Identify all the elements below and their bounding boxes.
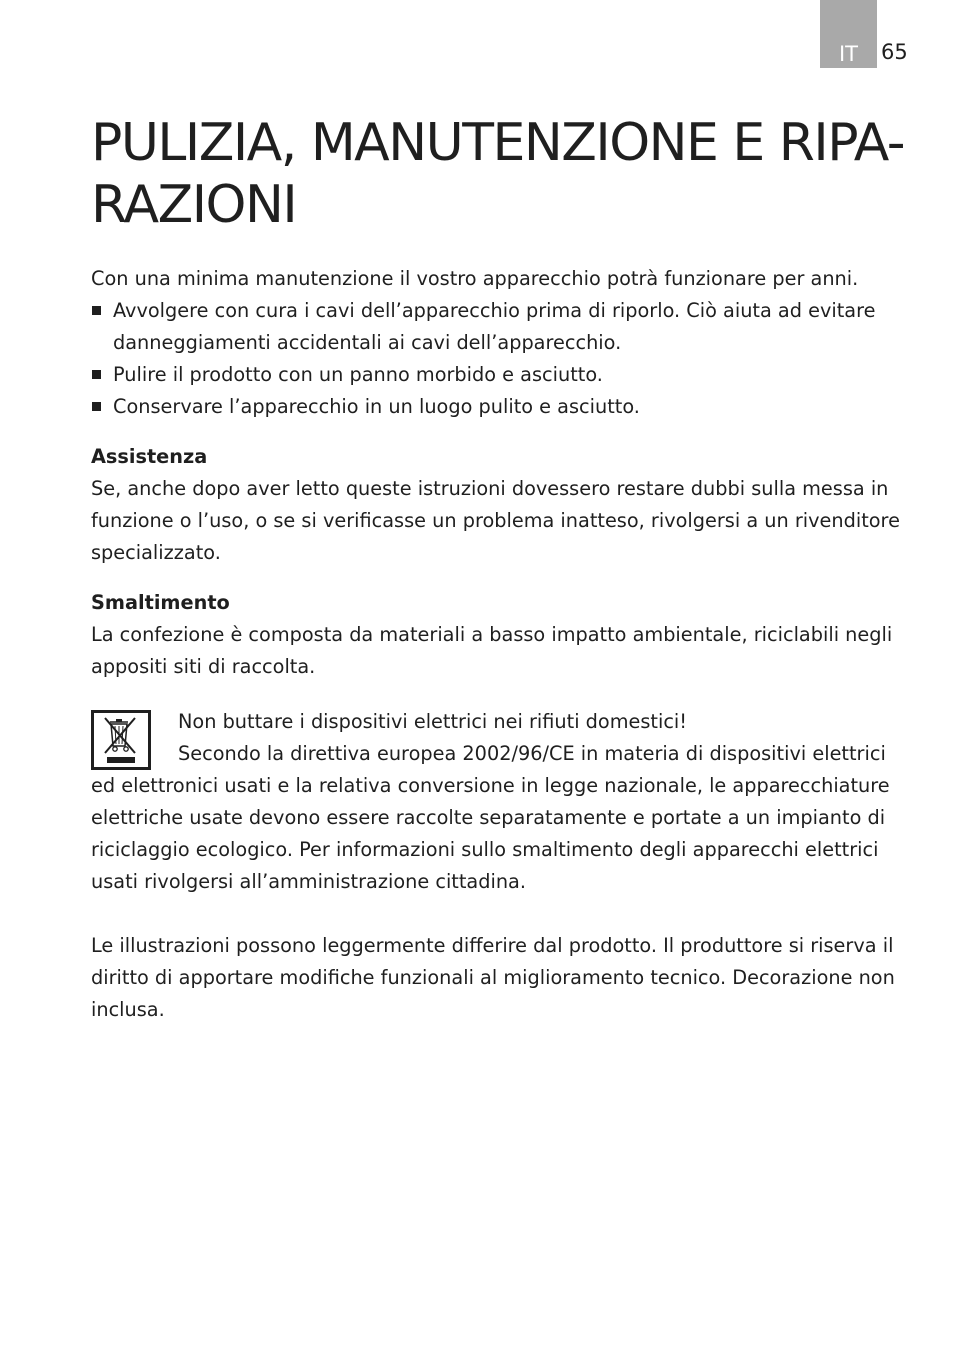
weee-notice xyxy=(91,706,911,898)
text-line: appositi siti di raccolta. xyxy=(91,655,316,678)
text-line: Le illustrazioni possono leggermente differire dal prodotto. Il produttore si riserva il xyxy=(91,934,894,957)
text-line: usati rivolgersi all’amministrazione cittadina. xyxy=(91,870,526,893)
smaltimento-heading: Smaltimento xyxy=(91,591,230,614)
bullet-text-line: danneggiamenti accidentali ai cavi dell’apparecchio. xyxy=(113,331,622,354)
weee-text-line: Secondo la direttiva europea 2002/96/CE in materia di dispositivi elettrici xyxy=(178,742,886,765)
language-code: IT xyxy=(838,42,859,66)
text-line: funzione o l’uso, o se si verificasse un problema inatteso, rivolgersi a un rivenditore xyxy=(91,509,900,532)
care-bullet-list xyxy=(91,295,911,423)
text-line: specializzato. xyxy=(91,541,221,564)
language-tab xyxy=(820,0,877,68)
text-line: elettriche usate devono essere raccolte separatamente e portate a un impianto di xyxy=(91,806,886,829)
weee-warning: Non buttare i dispositivi elettrici nei rifiuti domestici! xyxy=(178,710,688,733)
bullet-text-line: Avvolgere con cura i cavi dell’apparecchio prima di riporlo. Ciò aiuta ad evitare xyxy=(113,299,876,322)
bullet-item xyxy=(91,295,911,359)
text-line: Se, anche dopo aver letto queste istruzioni dovessero restare dubbi sulla messa in xyxy=(91,477,889,500)
assistenza-heading: Assistenza xyxy=(91,445,208,468)
text-line: inclusa. xyxy=(91,998,165,1021)
bullet-item xyxy=(91,359,911,391)
bullet-item xyxy=(91,391,911,423)
smaltimento-text xyxy=(91,619,911,683)
page-number: 65 xyxy=(881,40,908,64)
intro-text: Con una minima manutenzione il vostro apparecchio potrà funzionare per anni. xyxy=(91,267,859,290)
text-line: La confezione è composta da materiali a basso impatto ambientale, riciclabili negli xyxy=(91,623,893,646)
page-title-line-2: RAZIONI xyxy=(91,175,297,235)
page-content xyxy=(91,112,911,1026)
weee-text xyxy=(91,770,911,898)
text-line: riciclaggio ecologico. Per informazioni sullo smaltimento degli apparecchi elettrici xyxy=(91,838,879,861)
assistenza-text xyxy=(91,473,911,569)
text-line: ed elettronici usati e la relativa conversione in legge nazionale, le apparecchiature xyxy=(91,774,890,797)
page-title-line-1: PULIZIA, MANUTENZIONE E RIPA- xyxy=(91,113,904,173)
disclaimer-text xyxy=(91,930,911,1026)
bullet-text-line: Pulire il prodotto con un panno morbido e asciutto. xyxy=(113,363,603,386)
crossed-out-wheelie-bin-icon xyxy=(91,710,151,770)
page-title xyxy=(91,112,911,236)
bullet-text-line: Conservare l’apparecchio in un luogo pulito e asciutto. xyxy=(113,395,640,418)
text-line: diritto di apportare modifiche funzionali al miglioramento tecnico. Decorazione non xyxy=(91,966,895,989)
